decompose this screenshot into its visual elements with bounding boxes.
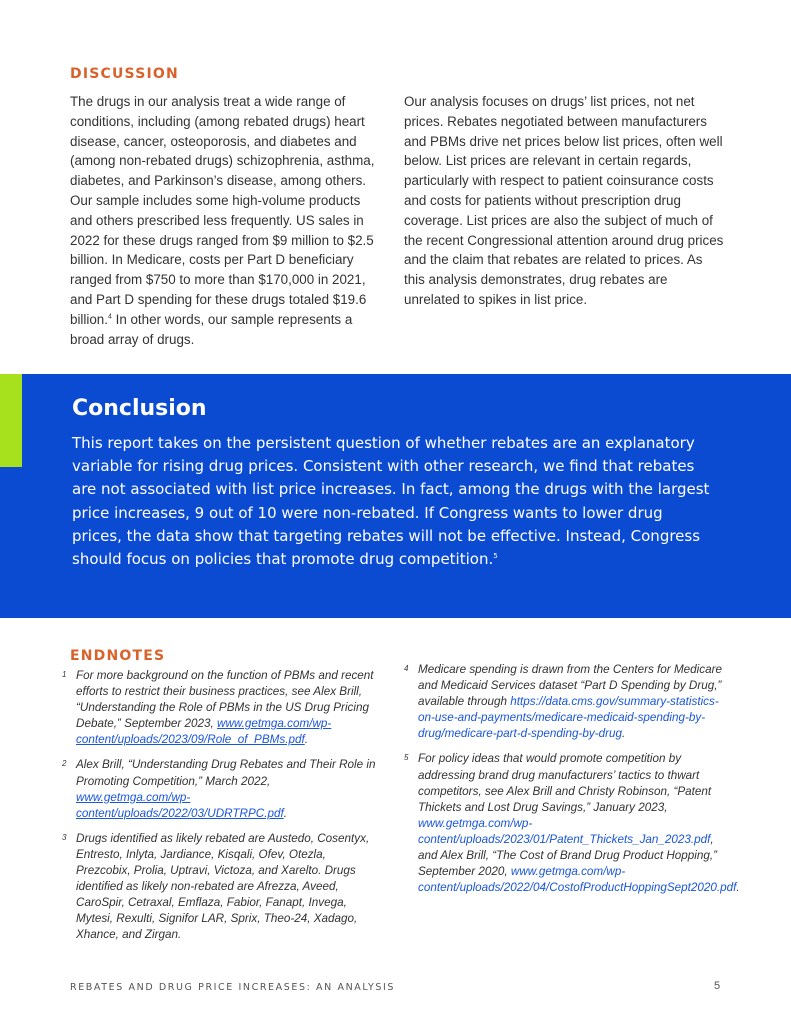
endnote-text: Medicare spending is drawn from the Centers for Medicare and Medicaid Services dataset “Part D Spending by Drug,” available through — [418, 663, 723, 709]
discussion-left-tail: In other words, our sample represents a broad array of drugs. — [70, 311, 353, 347]
endnote-number: 2 — [62, 759, 67, 769]
endnote-4 — [404, 662, 734, 742]
endnote-tail: . — [304, 733, 308, 747]
endnote-text: Drugs identified as likely rebated are Austedo, Cosentyx, Entresto, Inlyta, Jardiance, Kisqali, Ofev, Otezla, Prezcobix, Prolia, Uptravi, Victoza, and Xarelto. Drugs identified as likely non-rebated are Afrezza, Aveed, CaroSpir, Cetraxal, Emflaza, Fabior, Fanapt, Invega, Mytesi, Rexulti, Signifor LAR, Sprix, Theo-24, Xadago, Xhance, and Zirgan. — [76, 831, 370, 942]
discussion-heading: DISCUSSION — [70, 66, 179, 82]
conclusion-text: This report takes on the persistent question of whether rebates are an explanatory variable for rising drug prices. Consistent with other research, we find that rebates are not associated with list price increases. In fact, among the drugs with the largest price increases, 9 out of 10 were non-rebated. If Congress wants to lower drug prices, the data show that targeting rebates will not be effective. Instead, Congress should focus on policies that promote drug competition. — [72, 434, 710, 569]
endnote-number: 5 — [404, 753, 409, 763]
endnotes-left-column — [62, 668, 380, 953]
endnote-tail: . — [283, 806, 287, 820]
endnote-link[interactable]: https://data.cms.gov/summary-statistics-on-use-and-payments/medicare-medicaid-spending-by-drug/medicare-part-d-spending-by-drug — [418, 695, 719, 741]
endnote-1 — [62, 668, 380, 748]
endnote-mid: , and Alex Brill, “The Cost of Brand Drug Product Hopping,” September 2020, — [418, 832, 718, 879]
conclusion-title: Conclusion — [72, 396, 207, 421]
endnote-text: For more background on the function of PBMs and recent efforts to restrict their business practices, see Alex Brill, “Understanding the Role of PBMs in the US Drug Pricing Debate,” September 2023, — [76, 669, 374, 731]
discussion-right-text: Our analysis focuses on drugs’ list prices, not net prices. Rebates negotiated between manufacturers and PBMs drive net prices below list prices, often well below. List prices are relevant in certain regards, particularly with respect to patient coinsurance costs and costs for patients without prescription drug coverage. List prices are also the subject of much of the recent Congressional attention around drug prices and the claim that rebates are related to prices. As this analysis demonstrates, drug rebates are unrelated to spikes in list price. — [404, 94, 724, 307]
footer-title: REBATES AND DRUG PRICE INCREASES: AN ANALYSIS — [70, 982, 396, 993]
discussion-left-column — [70, 92, 382, 349]
endnote-text: For policy ideas that would promote competition by addressing brand drug manufacturers’ tactics to thwart competitors, see Alex Brill and Christy Robinson, “Patent Thickets and Lost Drug Savings,” January 2023, — [418, 752, 712, 814]
endnotes-right-column — [404, 662, 740, 905]
endnote-text: Alex Brill, “Understanding Drug Rebates and Their Role in Promoting Competition,” March 2022, — [76, 758, 376, 788]
endnote-5 — [404, 751, 740, 896]
page-number: 5 — [714, 980, 721, 992]
conclusion-body — [72, 432, 712, 571]
endnote-number: 4 — [404, 664, 409, 673]
discussion-left-text: The drugs in our analysis treat a wide range of conditions, including (among rebated drugs) heart disease, cancer, osteoporosis, and diabetes and (among non-rebated drugs) schizophrenia, asthma, diabetes, and Parkinson’s disease, among others. Our sample includes some high-volume products and others prescribed less frequently. US sales in 2022 for these drugs ranged from $9 million to $2.5 billion. In Medicare, costs per Part D beneficiary ranged from $750 to more than $170,000 in 2021, and Part D spending for these drugs totaled $19.6 billion. — [70, 94, 375, 327]
endnote-2 — [62, 757, 380, 821]
endnote-ref-4[interactable]: 4 — [107, 313, 112, 321]
endnote-number: 3 — [62, 832, 67, 842]
endnote-ref-5[interactable]: 5 — [493, 552, 498, 561]
endnote-tail: . — [621, 727, 626, 741]
endnote-link[interactable]: www.getmga.com/wp-content/uploads/2023/09/Role_of_PBMs.pdf — [76, 717, 332, 747]
endnotes-heading: ENDNOTES — [70, 648, 166, 664]
endnote-number: 1 — [62, 670, 67, 679]
endnote-tail: . — [736, 881, 740, 895]
endnote-link[interactable]: www.getmga.com/wp-content/uploads/2022/03/UDRTRPC.pdf — [76, 790, 284, 820]
endnote-link-2[interactable]: www.getmga.com/wp-content/uploads/2022/04/CostofProductHoppingSept2020.pdf — [418, 865, 737, 895]
accent-bar — [0, 374, 22, 467]
discussion-right-column — [404, 92, 726, 310]
endnote-3 — [62, 831, 380, 944]
endnote-link[interactable]: www.getmga.com/wp-content/uploads/2023/01/Patent_Thickets_Jan_2023.pdf — [418, 816, 711, 846]
